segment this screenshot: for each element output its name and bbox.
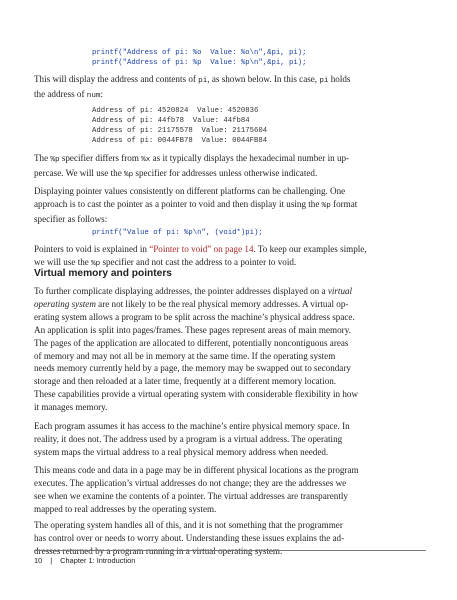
inline-code-p: %p <box>91 259 101 268</box>
paragraph-display-address <box>34 73 426 103</box>
text-run: it manages memory. <box>34 402 108 413</box>
inline-code-num: num <box>86 91 101 100</box>
text-run: This will display the address and contents of <box>34 74 199 84</box>
paragraph-pointers-to-void <box>34 243 426 271</box>
text-run: The <box>34 153 51 163</box>
text-line: see when we examine the contents of a pointer. The virtual addresses are transparently <box>34 490 348 501</box>
code-line: printf("Address of pi: %o Value: %o\n",&pi, pi); <box>92 49 307 57</box>
text-run: are not likely to be the real physical memory addresses. A virtual op- <box>95 298 349 309</box>
code-block-void-cast <box>92 228 263 238</box>
text-line: mapped to real addresses by the operating system. <box>34 503 217 514</box>
paragraph-os-handles <box>34 519 426 558</box>
section-heading: Virtual memory and pointers <box>34 268 172 279</box>
text-run: : <box>100 88 103 99</box>
text-run: as it typically displays the hexadecimal number in up- <box>150 153 350 163</box>
text-line: reality, it does not. The address used by a program is a virtual address. The operating <box>34 433 343 444</box>
text-run: erating system allows a program to be split across the machine’s physical address space. <box>34 311 355 322</box>
text-line: This means code and data in a page may be in different physical locations as the program <box>34 465 359 475</box>
italic-term: virtual <box>327 286 353 296</box>
paragraph-consistent-display <box>34 185 426 226</box>
output-line: Address of pi: 21175578 Value: 21175604 <box>92 127 268 135</box>
footer-separator: | <box>50 556 53 565</box>
cross-reference-link[interactable]: “Pointer to void” on page 14 <box>149 244 254 254</box>
inline-code-p: %p <box>124 170 134 179</box>
text-run: An application is split into pages/frames. These pages represent areas of main memory. <box>34 324 351 335</box>
italic-term: operating system <box>34 298 96 309</box>
text-run: storage and then reloaded at a later time, frequently at a different memory location. <box>34 376 337 387</box>
inline-code-pi: pi <box>319 77 329 85</box>
text-run: . To keep our examples simple, <box>253 244 367 254</box>
text-run: The pages of the application are allocated to different, potentially noncontiguous areas <box>34 337 349 348</box>
paragraph-physical-locations <box>34 464 426 516</box>
chapter-title: Chapter 1: Introduction <box>60 556 136 565</box>
text-run: These capabilities provide a virtual operating system with considerable flexibility in how <box>34 389 359 400</box>
text-run: specifier for addresses unless otherwise indicated. <box>133 167 318 178</box>
page-number: 10 <box>34 556 43 565</box>
inline-code-x: %x <box>141 156 151 164</box>
text-line: Each program assumes it has access to the machine’s entire physical memory space. In <box>34 421 350 431</box>
text-line: executes. The application’s virtual addresses do not change; they are the addresses we <box>34 477 347 488</box>
text-line: system maps the virtual address to a real physical memory address when needed. <box>34 446 329 457</box>
code-line: printf("Value of pi: %p\n", (void*)pi); <box>92 229 263 237</box>
text-run: holds <box>328 74 351 84</box>
text-run: needs memory currently held by a page, the memory may be swapped out to secondary <box>34 363 351 374</box>
text-run: we will use the <box>34 256 92 267</box>
text-run: approach is to cast the pointer as a pointer to void and then display it using the <box>34 198 322 209</box>
code-line: printf("Address of pi: %p Value: %p\n",&pi, pi); <box>92 59 307 67</box>
paragraph-p-specifier <box>34 152 426 182</box>
inline-code-p: %p <box>321 201 331 210</box>
paragraph-program-memory <box>34 420 426 459</box>
text-run: Pointers to void is explained in <box>34 244 150 254</box>
text-line: has control over or needs to worry about. Understanding these issues explains the ad- <box>34 532 345 543</box>
text-run: To further complicate displaying addresses, the pointer addresses displayed on a <box>34 286 328 296</box>
text-line: The operating system handles all of this, and it is not something that the programmer <box>34 520 343 530</box>
text-run: specifier as follows: <box>34 213 108 224</box>
output-line: Address of pi: 4520824 Value: 4520836 <box>92 107 259 115</box>
page-footer <box>34 556 135 565</box>
output-line: Address of pi: 0044FB78 Value: 0044FB84 <box>92 137 268 145</box>
text-run: percase. We will use the <box>34 167 125 178</box>
inline-code-p: %p <box>50 156 60 164</box>
output-line: Address of pi: 44fb78 Value: 44fb84 <box>92 117 250 125</box>
inline-code-pi: pi <box>198 77 208 85</box>
text-run: the address of <box>34 88 87 99</box>
text-run: , as shown below. In this case, <box>207 74 320 84</box>
footer-divider <box>34 550 426 551</box>
text-run: of memory and may not all be in memory at the same time. If the operating system <box>34 350 336 361</box>
text-run: format <box>330 198 358 209</box>
text-run: specifier differs from <box>59 153 142 163</box>
text-run: Displaying pointer values consistently on different platforms can be challenging. One <box>34 186 346 196</box>
code-block-printf-address <box>92 48 307 68</box>
paragraph-virtual-os <box>34 285 426 414</box>
code-block-output <box>92 106 267 146</box>
text-run: specifier and not cast the address to a pointer to void. <box>100 256 297 267</box>
